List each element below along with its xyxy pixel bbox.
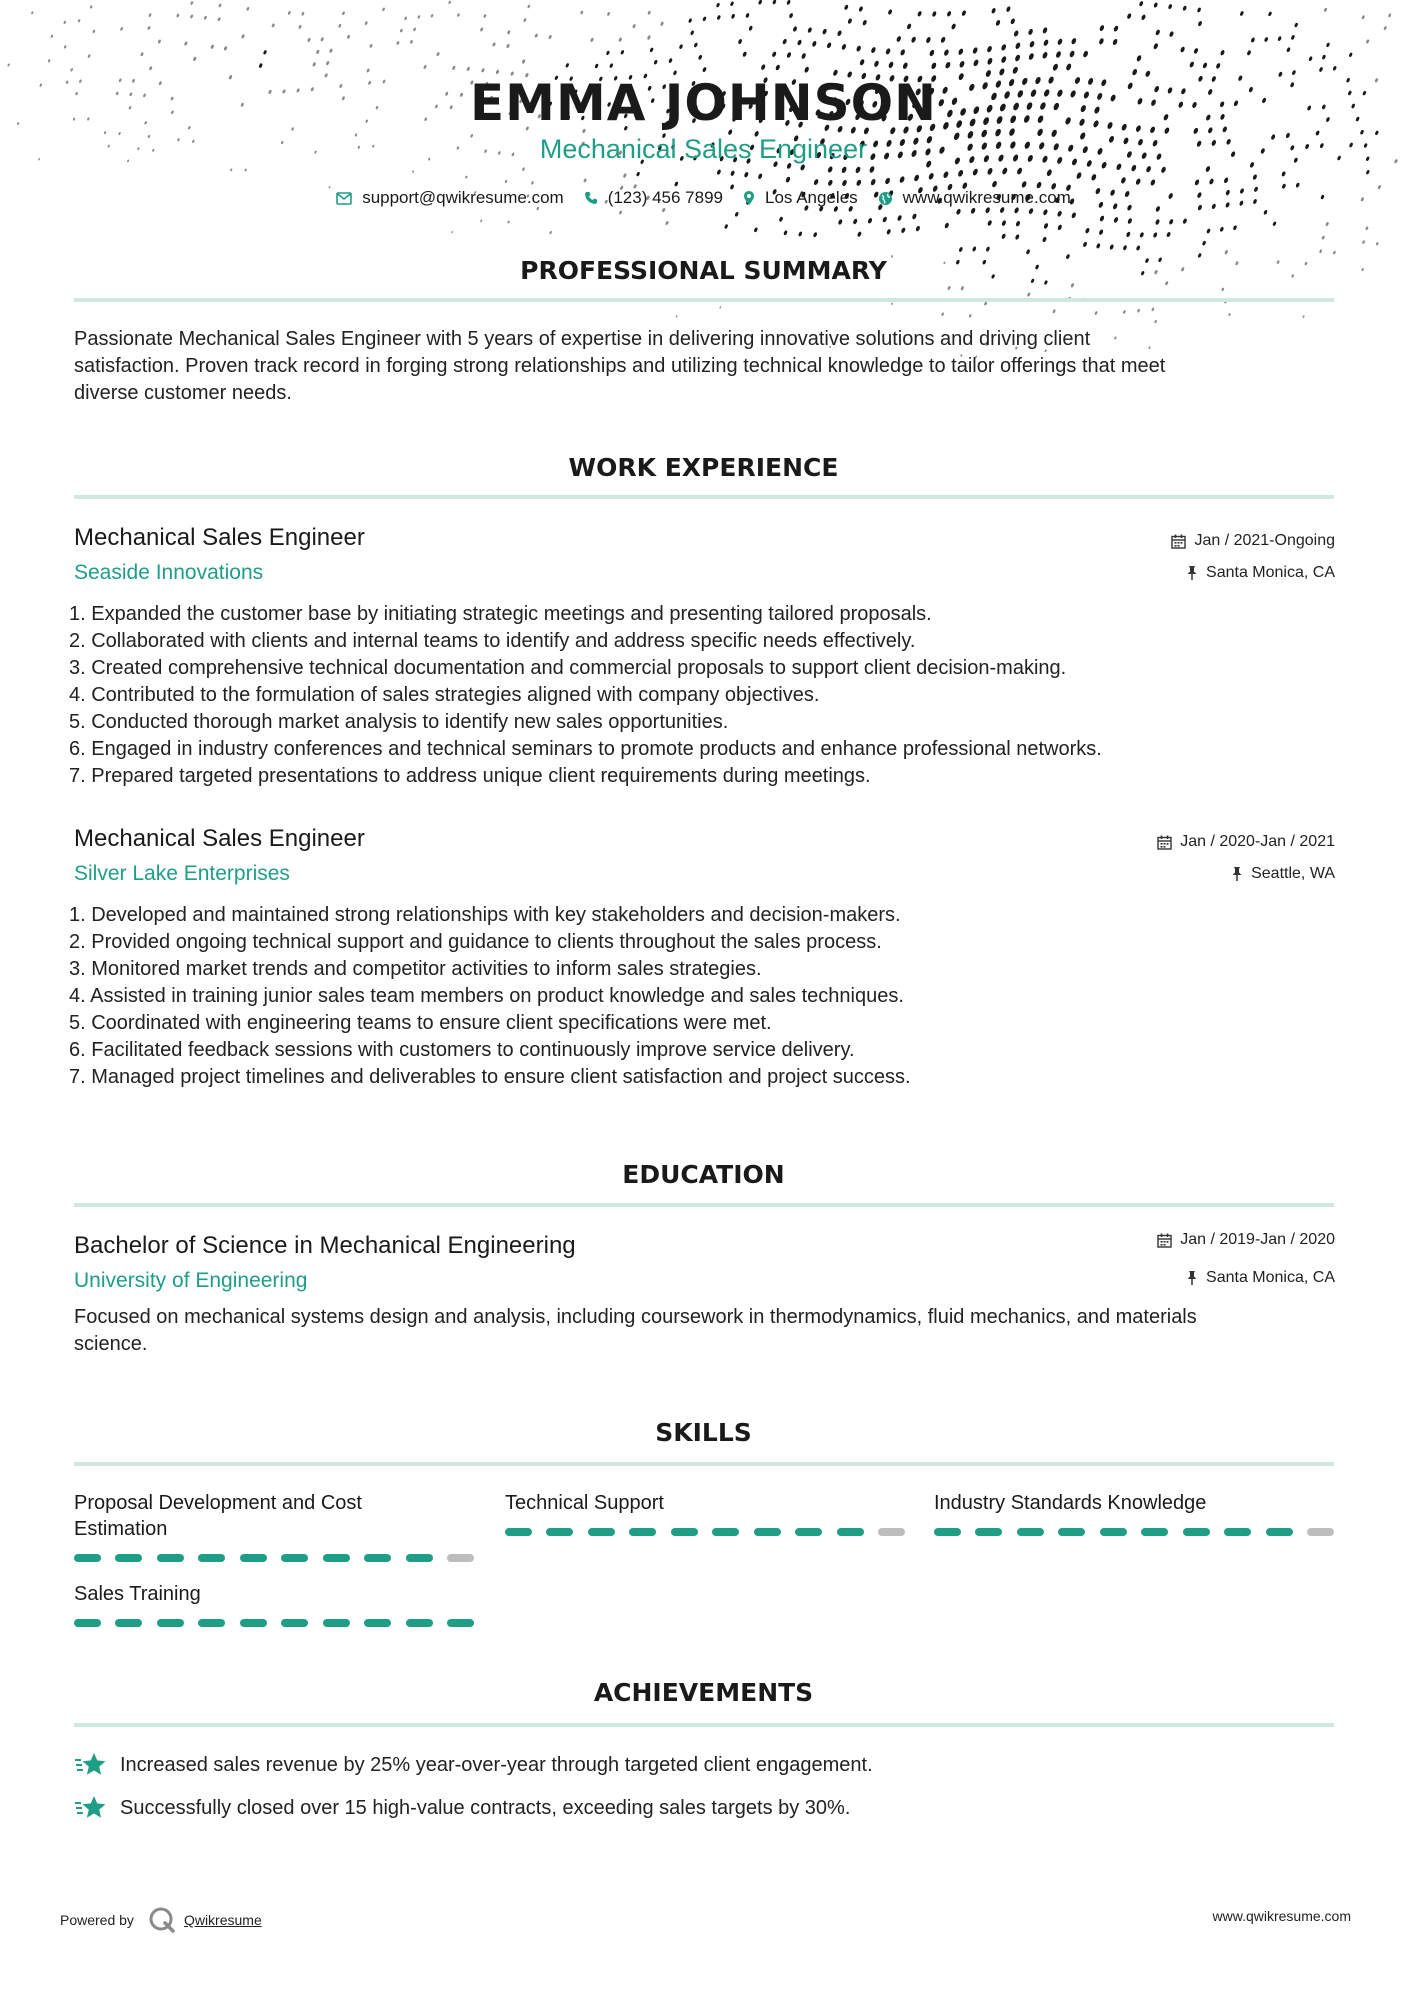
skill-level-segment (975, 1528, 1002, 1536)
achievement-text: Successfully closed over 15 high-value contracts, exceeding sales targets by 30%. (120, 1796, 851, 1819)
job-company: Seaside Innovations (74, 561, 264, 584)
contact-website-text: www.qwikresume.com (902, 188, 1071, 207)
skill-level-segment (198, 1619, 225, 1627)
skill-level-segment (1266, 1528, 1293, 1536)
skill-level-segment (795, 1528, 822, 1536)
skill-level-segment (74, 1554, 101, 1562)
job-location-text: Seattle, WA (1251, 865, 1335, 882)
powered-by-label: Powered by (60, 1912, 134, 1928)
achievement-text: Increased sales revenue by 25% year-over-year through targeted client engagement. (120, 1753, 873, 1776)
achievement-item (74, 1795, 850, 1821)
skill-level-segment (74, 1619, 101, 1627)
skill-level-segment (157, 1554, 184, 1562)
skill-item (74, 1490, 476, 1562)
skill-level-segment (157, 1619, 184, 1627)
job-dates-text: Jan / 2020-Jan / 2021 (1180, 833, 1335, 850)
skills-divider (74, 1462, 1334, 1466)
job-dates (1171, 532, 1335, 550)
summary-line: Passionate Mechanical Sales Engineer with 5 years of expertise in delivering innovative solutions and driving client (74, 328, 1091, 350)
skill-level-segment (1100, 1528, 1127, 1536)
globe-icon (878, 191, 893, 206)
job-bullet: 2. Collaborated with clients and internal teams to identify and address specific needs effectively. (69, 630, 916, 652)
pushpin-icon (1186, 1270, 1198, 1286)
skill-level-segment (712, 1528, 739, 1536)
skill-level-bar (505, 1528, 905, 1536)
map-pin-icon (743, 190, 755, 206)
star-icon (74, 1752, 108, 1778)
skill-level-segment (240, 1554, 267, 1562)
skill-item (74, 1581, 476, 1627)
job-bullet: 4. Contributed to the formulation of sales strategies aligned with company objectives. (69, 684, 820, 706)
skill-name (505, 1490, 907, 1516)
skill-name-line: Technical Support (505, 1492, 664, 1514)
skill-level-segment (1224, 1528, 1251, 1536)
job-bullet: 6. Engaged in industry conferences and technical seminars to promote products and enhance professional networks. (69, 738, 1102, 760)
education-school: University of Engineering (74, 1269, 308, 1292)
summary-divider (74, 298, 1334, 302)
contact-email-text: support@qwikresume.com (362, 188, 564, 207)
contact-location-text: Los Angeles (765, 188, 858, 207)
skill-item (505, 1490, 907, 1536)
education-description (74, 1304, 1336, 1358)
skill-level-segment (406, 1554, 433, 1562)
skill-level-segment (505, 1528, 532, 1536)
skill-name-line: Sales Training (74, 1583, 201, 1605)
job-title: Mechanical Sales Engineer (74, 524, 365, 551)
skill-level-segment (754, 1528, 781, 1536)
skill-level-segment (447, 1554, 474, 1562)
skill-level-segment (671, 1528, 698, 1536)
job-bullet: 1. Expanded the customer base by initiating strategic meetings and presenting tailored proposals. (69, 603, 932, 625)
contact-bar (0, 188, 1407, 208)
achievements-heading: ACHIEVEMENTS (593, 1678, 814, 1707)
skill-level-segment (588, 1528, 615, 1536)
job-bullet: 7. Managed project timelines and deliverables to ensure client satisfaction and project success. (69, 1066, 911, 1088)
job-bullet: 7. Prepared targeted presentations to address unique client requirements during meetings. (69, 765, 871, 787)
job-dates-text: Jan / 2021-Ongoing (1194, 532, 1335, 549)
phone-icon (584, 191, 598, 205)
skill-level-segment (364, 1554, 391, 1562)
skill-level-segment (364, 1619, 391, 1627)
candidate-title: Mechanical Sales Engineer (539, 134, 868, 164)
skill-level-segment (1307, 1528, 1334, 1536)
job-bullet: 1. Developed and maintained strong relationships with key stakeholders and decision-makers. (69, 904, 901, 926)
contact-location (743, 188, 858, 208)
skill-name (74, 1581, 476, 1607)
calendar-icon (1157, 835, 1172, 850)
qwikresume-brand-link[interactable]: Qwikresume (183, 1912, 262, 1928)
skill-level-segment (406, 1619, 433, 1627)
skill-level-segment (878, 1528, 905, 1536)
education-degree: Bachelor of Science in Mechanical Engineering (74, 1232, 576, 1259)
experience-divider (74, 495, 1334, 499)
education-line: Focused on mechanical systems design and analysis, including coursework in thermodynamics, fluid mechanics, and materials (74, 1306, 1197, 1328)
job-bullet: 5. Coordinated with engineering teams to ensure client specifications were met. (69, 1012, 772, 1034)
skill-level-segment (198, 1554, 225, 1562)
job-company: Silver Lake Enterprises (74, 862, 290, 885)
skill-name (934, 1490, 1336, 1516)
candidate-name: EMMA JOHNSON (470, 74, 937, 132)
skill-level-segment (115, 1619, 142, 1627)
skill-level-bar (74, 1619, 474, 1627)
skill-name-line: Proposal Development and Cost (74, 1492, 362, 1514)
education-location-text: Santa Monica, CA (1206, 1269, 1335, 1286)
skill-level-segment (240, 1619, 267, 1627)
job-location (1231, 865, 1335, 883)
summary-line: satisfaction. Proven track record in forging strong relationships and utilizing technical knowledge to tailor offerings that meet (74, 355, 1166, 377)
star-icon (74, 1795, 108, 1821)
footer-website[interactable]: www.qwikresume.com (1212, 1908, 1351, 1924)
skill-level-segment (115, 1554, 142, 1562)
skill-level-segment (1141, 1528, 1168, 1536)
education-heading: EDUCATION (622, 1160, 785, 1189)
pushpin-icon (1186, 565, 1198, 581)
education-dates (1157, 1231, 1335, 1249)
skill-level-segment (629, 1528, 656, 1536)
skill-name-line: Estimation (74, 1518, 168, 1540)
envelope-icon (336, 192, 352, 205)
job-bullet: 4. Assisted in training junior sales team members on product knowledge and sales techniques. (69, 985, 904, 1007)
pushpin-icon (1231, 866, 1243, 882)
skill-level-segment (447, 1619, 474, 1627)
footer-powered-by (60, 1906, 262, 1934)
skill-level-segment (1017, 1528, 1044, 1536)
education-line: science. (74, 1333, 148, 1355)
skill-level-segment (837, 1528, 864, 1536)
job-bullet: 5. Conducted thorough market analysis to identify new sales opportunities. (69, 711, 729, 733)
skill-name-line: Industry Standards Knowledge (934, 1492, 1207, 1514)
job-bullet: 2. Provided ongoing technical support and guidance to clients throughout the sales process. (69, 931, 882, 953)
skill-level-segment (1058, 1528, 1085, 1536)
contact-phone-text: (123) 456 7899 (607, 188, 724, 207)
skill-name (74, 1490, 476, 1542)
achievement-item (74, 1752, 873, 1778)
contact-website[interactable] (878, 188, 1071, 208)
skill-level-bar (934, 1528, 1334, 1536)
job-bullets (69, 902, 1349, 1091)
job-bullet: 3. Monitored market trends and competitor activities to inform sales strategies. (69, 958, 762, 980)
summary-heading: PROFESSIONAL SUMMARY (520, 256, 887, 285)
skill-level-segment (281, 1554, 308, 1562)
skill-item (934, 1490, 1336, 1536)
experience-heading: WORK EXPERIENCE (568, 453, 839, 482)
job-title: Mechanical Sales Engineer (74, 825, 365, 852)
job-dates (1157, 833, 1335, 851)
achievements-divider (74, 1723, 1334, 1727)
skill-level-segment (934, 1528, 961, 1536)
job-bullet: 3. Created comprehensive technical documentation and commercial proposals to support client decision-making. (69, 657, 1067, 679)
calendar-icon (1171, 534, 1186, 549)
qwikresume-logo-icon (148, 1906, 176, 1934)
skill-level-segment (1183, 1528, 1210, 1536)
job-bullet: 6. Facilitated feedback sessions with customers to continuously improve service delivery. (69, 1039, 855, 1061)
education-divider (74, 1203, 1334, 1207)
skill-level-segment (323, 1619, 350, 1627)
education-dates-text: Jan / 2019-Jan / 2020 (1180, 1231, 1335, 1248)
summary-text (74, 326, 1336, 407)
skill-level-segment (281, 1619, 308, 1627)
calendar-icon (1157, 1233, 1172, 1248)
skills-heading: SKILLS (655, 1418, 752, 1447)
summary-line: diverse customer needs. (74, 382, 292, 404)
job-location (1186, 564, 1335, 582)
contact-email[interactable] (336, 188, 564, 208)
contact-phone[interactable] (584, 188, 723, 208)
skill-level-bar (74, 1554, 474, 1562)
skill-level-segment (323, 1554, 350, 1562)
job-location-text: Santa Monica, CA (1206, 564, 1335, 581)
skill-level-segment (546, 1528, 573, 1536)
job-bullets (69, 601, 1349, 790)
education-location (1186, 1269, 1335, 1287)
